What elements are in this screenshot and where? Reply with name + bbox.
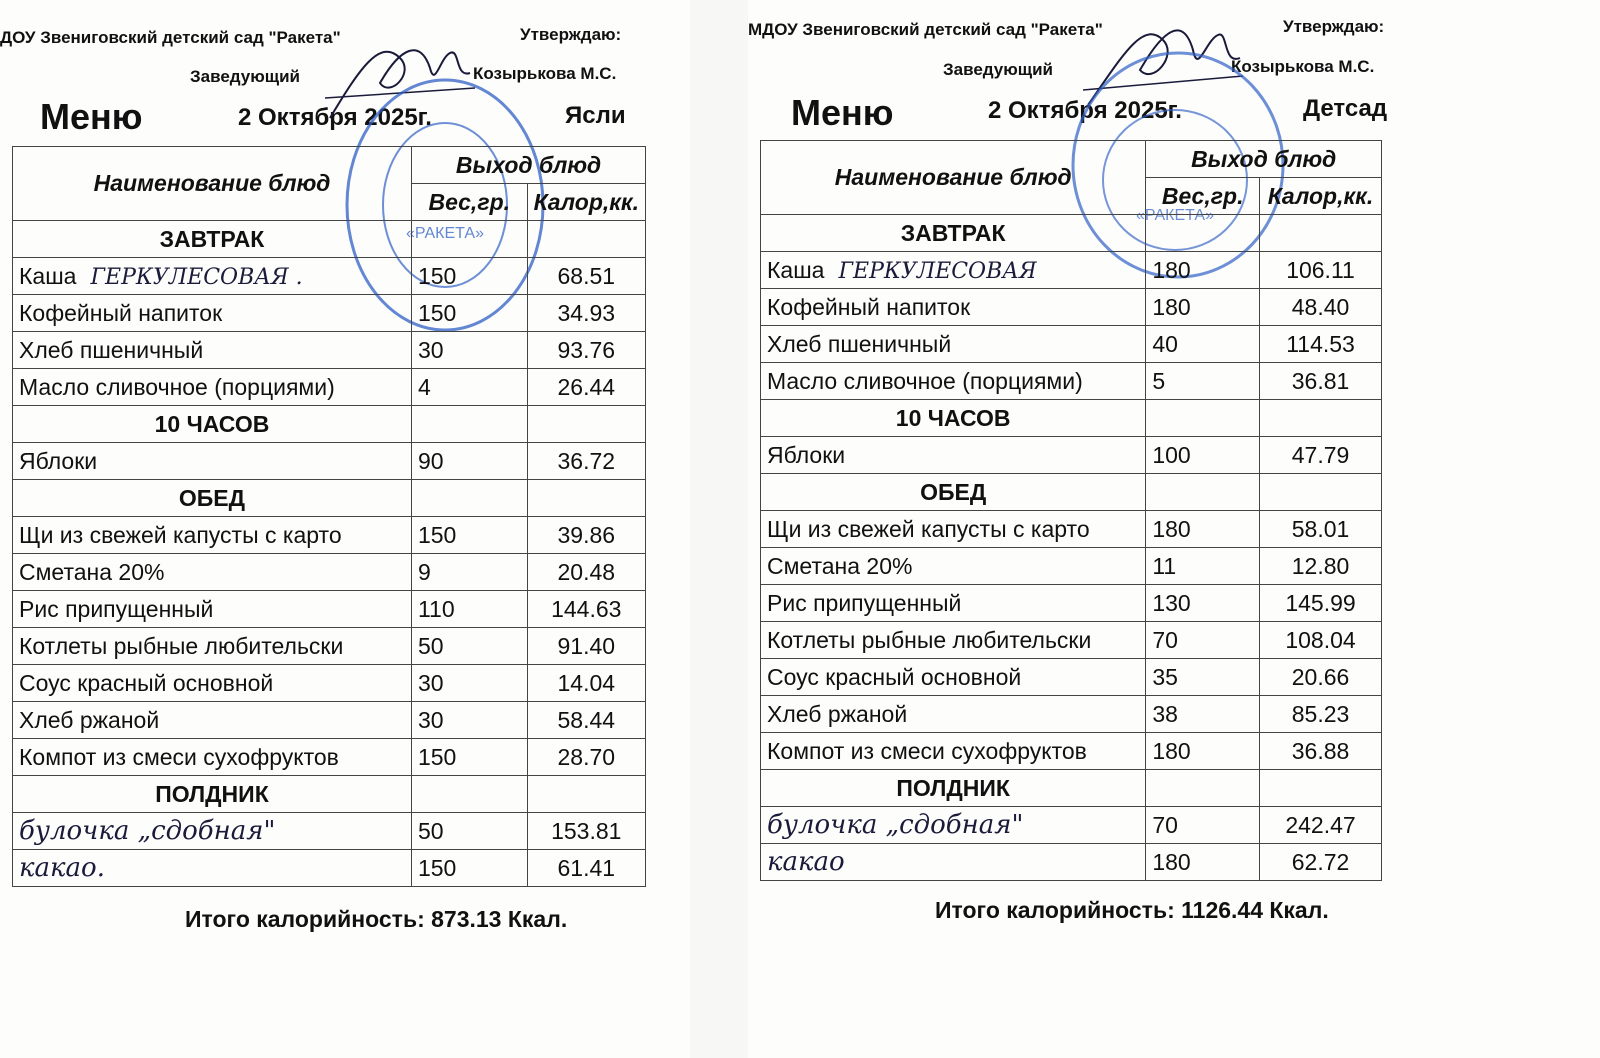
section-title: ОБЕД [761, 474, 1146, 511]
dish-weight: 150 [411, 739, 527, 776]
dish-weight: 180 [1146, 733, 1260, 770]
table-row [13, 517, 646, 554]
table-row [761, 696, 1382, 733]
dish-name [13, 443, 412, 480]
section-title: ПОЛДНИК [761, 770, 1146, 807]
table-row [761, 807, 1382, 844]
dish-calories: 20.66 [1260, 659, 1382, 696]
group-label: Ясли [565, 102, 626, 129]
dish-name [13, 591, 412, 628]
stamp-center-text: «РАКЕТА» [406, 225, 484, 242]
dish-name [761, 437, 1146, 474]
table-row [761, 363, 1382, 400]
dish-name-text: Хлеб пшеничный [19, 336, 204, 363]
section-title: 10 ЧАСОВ [761, 400, 1146, 437]
dish-name [761, 659, 1146, 696]
dish-weight: 180 [1146, 289, 1260, 326]
dish-name [761, 252, 1146, 289]
dish-calories: 20.48 [527, 554, 645, 591]
header-name: Наименование блюд [761, 141, 1146, 215]
dish-calories: 68.51 [527, 258, 645, 295]
menu-body [761, 215, 1382, 881]
total-calories: Итого калорийность: 1126.44 Ккал. [935, 897, 1329, 923]
dish-calories: 48.40 [1260, 289, 1382, 326]
dish-name [13, 628, 412, 665]
signature [320, 28, 480, 128]
dish-calories: 85.23 [1260, 696, 1382, 733]
dish-weight: 180 [1146, 511, 1260, 548]
table-row [761, 733, 1382, 770]
dish-calories: 12.80 [1260, 548, 1382, 585]
dish-name-text: Соус красный основной [767, 663, 1022, 690]
dish-calories: 28.70 [527, 739, 645, 776]
dish-calories: 39.86 [527, 517, 645, 554]
dish-name-text: Щи из свежей капусты с карто [767, 515, 1090, 542]
dish-name-text: Яблоки [19, 447, 98, 474]
dish-weight: 40 [1146, 326, 1260, 363]
dish-name-text: булочка „сдобная" [767, 810, 1024, 840]
dish-name-text: Каша [19, 262, 77, 289]
table-row [761, 548, 1382, 585]
table-row [13, 739, 646, 776]
table-row [13, 332, 646, 369]
dish-weight: 50 [411, 813, 527, 850]
dish-name-text: Котлеты рыбные любительски [767, 626, 1092, 653]
approve-label: Утверждаю: [1283, 17, 1385, 36]
dish-name [761, 511, 1146, 548]
stamp-center-text: «РАКЕТА» [1136, 207, 1214, 224]
dish-name [761, 696, 1146, 733]
dish-calories: 114.53 [1260, 326, 1382, 363]
dish-weight: 35 [1146, 659, 1260, 696]
dish-weight: 110 [411, 591, 527, 628]
header-cal: Калор,кк. [1260, 178, 1382, 215]
header-weight: Вес,гр. [1146, 178, 1260, 215]
dish-weight: 90 [411, 443, 527, 480]
dish-name [13, 369, 412, 406]
section-row [761, 770, 1382, 807]
table-row [761, 326, 1382, 363]
dish-name-text: булочка „сдобная" [19, 816, 276, 846]
dish-name [761, 733, 1146, 770]
dish-weight: 150 [411, 258, 527, 295]
table-row [761, 252, 1382, 289]
dish-name-text: Компот из смеси сухофруктов [767, 737, 1087, 764]
section-row [13, 480, 646, 517]
table-row [13, 258, 646, 295]
dish-weight: 130 [1146, 585, 1260, 622]
table-row [761, 659, 1382, 696]
section-row [13, 221, 646, 258]
section-title: ЗАВТРАК [13, 221, 412, 258]
dish-calories: 153.81 [527, 813, 645, 850]
dish-weight: 70 [1146, 622, 1260, 659]
dish-calories: 58.44 [527, 702, 645, 739]
table-row [13, 702, 646, 739]
menu-title: Меню [791, 92, 894, 133]
dish-calories: 106.11 [1260, 252, 1382, 289]
dish-name [13, 850, 412, 887]
dish-weight: 9 [411, 554, 527, 591]
dish-name [761, 289, 1146, 326]
dish-calories: 34.93 [527, 295, 645, 332]
section-row [761, 215, 1382, 252]
header-yield: Выход блюд [411, 147, 645, 184]
dish-weight: 150 [411, 295, 527, 332]
dish-name [761, 363, 1146, 400]
menu-sheet-kindergarten [748, 0, 1600, 1058]
dish-calories: 242.47 [1260, 807, 1382, 844]
dish-calories: 36.88 [1260, 733, 1382, 770]
table-row [761, 844, 1382, 881]
dish-name [761, 548, 1146, 585]
dish-weight: 4 [411, 369, 527, 406]
table-row [13, 591, 646, 628]
table-row [761, 511, 1382, 548]
dish-calories: 61.41 [527, 850, 645, 887]
section-row [761, 400, 1382, 437]
school-name: ДОУ Звениговский детский сад "Ракета" [0, 28, 341, 47]
table-row [761, 622, 1382, 659]
table-row [13, 628, 646, 665]
dish-weight: 70 [1146, 807, 1260, 844]
dish-calories: 47.79 [1260, 437, 1382, 474]
menu-sheet-nursery [0, 0, 690, 1058]
dish-name [13, 332, 412, 369]
dish-name [761, 807, 1146, 844]
dish-calories: 36.72 [527, 443, 645, 480]
dish-calories: 62.72 [1260, 844, 1382, 881]
handwritten-note: ГЕРКУЛЕСОВАЯ . [90, 264, 303, 290]
dish-name-text: Щи из свежей капусты с карто [19, 521, 342, 548]
dish-weight: 50 [411, 628, 527, 665]
dish-calories: 14.04 [527, 665, 645, 702]
dish-name [13, 702, 412, 739]
dish-calories: 58.01 [1260, 511, 1382, 548]
section-title: ЗАВТРАК [761, 215, 1146, 252]
dish-weight: 30 [411, 665, 527, 702]
dish-weight: 30 [411, 702, 527, 739]
dish-name [13, 554, 412, 591]
dish-name-text: Сметана 20% [19, 558, 165, 585]
table-row [761, 289, 1382, 326]
dish-name [13, 295, 412, 332]
table-row [13, 850, 646, 887]
dish-name [13, 665, 412, 702]
school-name: МДОУ Звениговский детский сад "Ракета" [748, 20, 1103, 39]
dish-name [761, 585, 1146, 622]
menu-body [13, 221, 646, 887]
section-row [761, 474, 1382, 511]
group-label: Детсад [1303, 95, 1388, 122]
dish-name-text: Котлеты рыбные любительски [19, 632, 344, 659]
dish-name-text: Масло сливочное (порциями) [767, 367, 1083, 394]
dish-name-text: Сметана 20% [767, 552, 913, 579]
header-yield: Выход блюд [1146, 141, 1382, 178]
approve-label: Утверждаю: [520, 25, 622, 44]
header-cal: Калор,кк. [527, 184, 645, 221]
section-row [13, 776, 646, 813]
table-row [13, 443, 646, 480]
section-title: ОБЕД [13, 480, 412, 517]
dish-name [13, 813, 412, 850]
dish-name [13, 517, 412, 554]
dish-calories: 26.44 [527, 369, 645, 406]
dish-name [761, 622, 1146, 659]
dish-name-text: Хлеб ржаной [19, 706, 160, 733]
table-row [761, 585, 1382, 622]
dish-name-text: Каша [767, 256, 825, 283]
dish-name [761, 326, 1146, 363]
head-title: Заведующий [190, 67, 301, 86]
dish-weight: 180 [1146, 252, 1260, 289]
dish-name-text: Яблоки [767, 441, 846, 468]
dish-name-text: Хлеб ржаной [767, 700, 908, 727]
dish-name [13, 258, 412, 295]
dish-calories: 36.81 [1260, 363, 1382, 400]
dish-name-text: какао [767, 847, 845, 877]
dish-weight: 5 [1146, 363, 1260, 400]
dish-name [13, 739, 412, 776]
dish-calories: 93.76 [527, 332, 645, 369]
dish-calories: 144.63 [527, 591, 645, 628]
dish-name-text: Соус красный основной [19, 669, 274, 696]
handwritten-note: ГЕРКУЛЕСОВАЯ [838, 258, 1037, 284]
dish-weight: 150 [411, 850, 527, 887]
dish-name-text: Кофейный напиток [767, 293, 971, 320]
menu-table [760, 140, 1382, 881]
dish-name [761, 844, 1146, 881]
dish-calories: 91.40 [527, 628, 645, 665]
dish-weight: 38 [1146, 696, 1260, 733]
dish-calories: 145.99 [1260, 585, 1382, 622]
section-row [13, 406, 646, 443]
section-title: ПОЛДНИК [13, 776, 412, 813]
table-row [13, 554, 646, 591]
menu-title: Меню [40, 96, 143, 137]
dish-name-text: какао. [19, 853, 105, 883]
signature [1078, 10, 1248, 120]
dish-name-text: Рис припущенный [767, 589, 962, 616]
head-name: Козырькова М.С. [473, 64, 617, 83]
dish-name-text: Компот из смеси сухофруктов [19, 743, 339, 770]
dish-calories: 108.04 [1260, 622, 1382, 659]
dish-name-text: Масло сливочное (порциями) [19, 373, 335, 400]
dish-name-text: Кофейный напиток [19, 299, 223, 326]
dish-weight: 100 [1146, 437, 1260, 474]
section-title: 10 ЧАСОВ [13, 406, 412, 443]
table-row [13, 295, 646, 332]
header-weight: Вес,гр. [411, 184, 527, 221]
header-name: Наименование блюд [13, 147, 412, 221]
menu-date: 2 Октября 2025г. [238, 104, 432, 131]
table-row [13, 813, 646, 850]
dish-name-text: Рис припущенный [19, 595, 214, 622]
dish-weight: 11 [1146, 548, 1260, 585]
head-name: Козырькова М.С. [1231, 57, 1375, 76]
dish-weight: 150 [411, 517, 527, 554]
table-row [13, 665, 646, 702]
menu-date: 2 Октября 2025г. [988, 97, 1182, 124]
dish-weight: 30 [411, 332, 527, 369]
head-title: Заведующий [943, 60, 1054, 79]
table-row [761, 437, 1382, 474]
dish-name-text: Хлеб пшеничный [767, 330, 952, 357]
table-row [13, 369, 646, 406]
total-calories: Итого калорийность: 873.13 Ккал. [185, 906, 568, 932]
dish-weight: 180 [1146, 844, 1260, 881]
menu-table [12, 146, 646, 887]
